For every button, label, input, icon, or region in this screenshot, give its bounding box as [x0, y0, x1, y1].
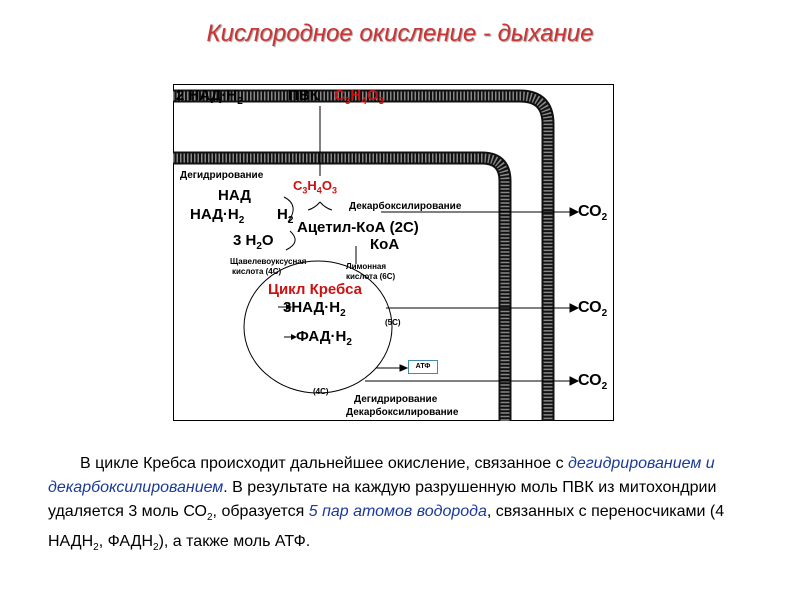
- highlight-dehydrogenation: дегидрированием и декарбоксилированием: [48, 455, 715, 496]
- highlight-hydrogen-pairs: 5 пар атомов водорода: [308, 503, 487, 520]
- h2-label: $Н_2$: [277, 206, 294, 226]
- nad-label: НАД: [218, 187, 251, 204]
- atp-box: АТФ: [408, 360, 438, 374]
- fadh-label: $ФАД\cdot Н_2$: [296, 328, 352, 348]
- three-nadh-label: $3НАД\cdot Н_2$: [283, 299, 346, 319]
- water-label: 3 $Н_2О$: [233, 232, 274, 252]
- dehydrogenation-bottom: Дегидрирование: [354, 394, 438, 405]
- nadh-label: $НАД\cdot Н_2$: [190, 206, 245, 226]
- nadh2-count: 2 $НАД\cdot Н_2$: [176, 87, 243, 107]
- co2-label-1: $СО_2$: [578, 203, 608, 224]
- pvk-formula: $C_3H_4O_3$: [334, 87, 385, 107]
- co2-label-3: $СО_2$: [578, 372, 608, 393]
- dehydrogenation-top: Дегидрирование: [180, 170, 264, 181]
- four-c-label: (4С): [313, 387, 329, 396]
- acetyl-coa-label: Ацетил-КоА (2С): [297, 219, 419, 236]
- pvk-label: ПВК: [288, 87, 319, 104]
- five-c-label: (5С): [385, 318, 401, 327]
- page-title: Кислородное окисление - дыхание: [206, 20, 594, 47]
- coa-label: КоА: [370, 236, 400, 253]
- explanation-paragraph: В цикле Кребса происходит дальнейшее окисление, связанное с дегидрированием и декарбоксилированием. В результате на каждую разрушенную моль ПВК из митохондрии удаляется 3 моль $СО_2$, образуется 5 пар атомов водорода, связанных с переносчиками (4 $НАДН_2$, $ФАДН_2$), а также моль АТФ.: [48, 455, 725, 554]
- c3h4o3-label: $С_3Н_4О_3$: [293, 178, 337, 196]
- krebs-cycle-title: Цикл Кребса: [268, 281, 362, 298]
- citric-acid: Лимонная кислота (6С): [346, 262, 396, 281]
- decarboxylation-top: Декарбоксилирование: [349, 201, 462, 212]
- co2-label-2: $СО_2$: [578, 299, 608, 320]
- decarboxylation-bottom: Декарбоксилирование: [346, 407, 459, 418]
- oxaloacetic-acid: Щавелевоуксусная кислота (4С): [230, 257, 307, 276]
